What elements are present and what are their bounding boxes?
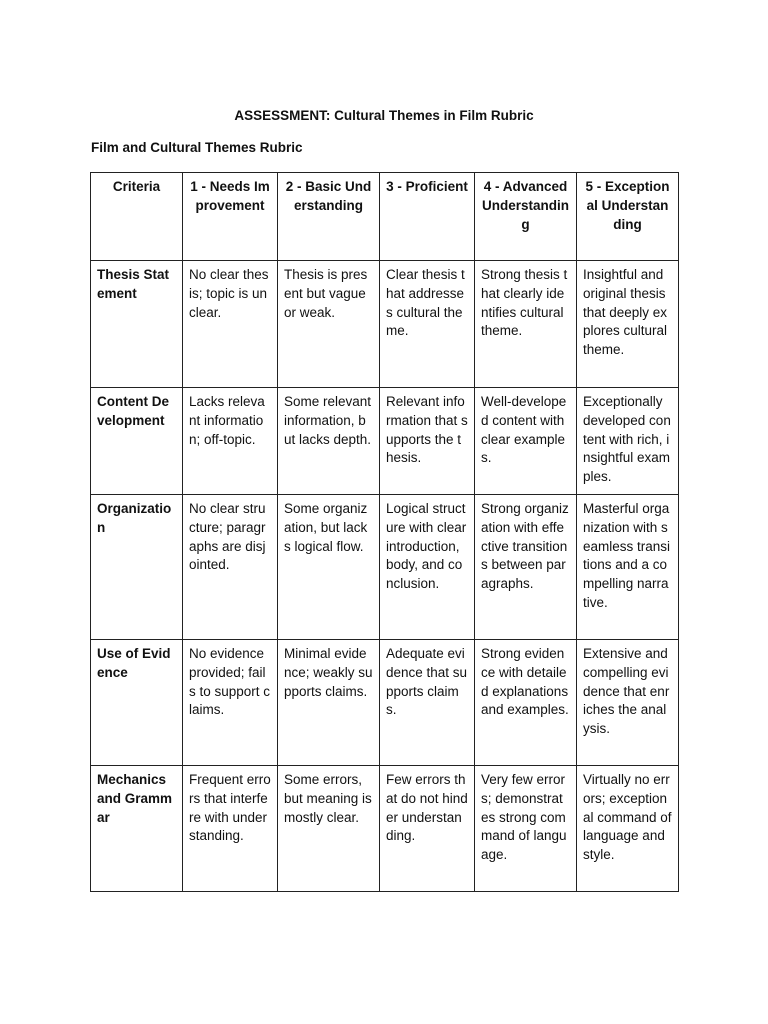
table-row (91, 261, 679, 388)
table-cell: Frequent errors that interfere with understanding. (183, 766, 278, 892)
table-cell: Few errors that do not hinder understanding. (380, 766, 475, 892)
table-cell: No evidence provided; fails to support claims. (183, 640, 278, 766)
header-level-5: 5 - Exceptional Understanding (577, 173, 679, 261)
table-cell: Minimal evidence; weakly supports claims. (278, 640, 380, 766)
criterion-cell: Organization (91, 495, 183, 640)
criterion-cell: Use of Evidence (91, 640, 183, 766)
table-cell: Exceptionally developed content with rich, insightful examples. (577, 388, 679, 495)
table-cell: No clear thesis; topic is unclear. (183, 261, 278, 388)
table-cell: Thesis is present but vague or weak. (278, 261, 380, 388)
table-header-row (91, 173, 679, 261)
table-cell: Relevant information that supports the thesis. (380, 388, 475, 495)
header-level-4: 4 - Advanced Understanding (475, 173, 577, 261)
table-cell: Strong organization with effective transitions between paragraphs. (475, 495, 577, 640)
table-cell: Lacks relevant information; off-topic. (183, 388, 278, 495)
header-level-1: 1 - Needs Improvement (183, 173, 278, 261)
document-subtitle: Film and Cultural Themes Rubric (91, 140, 303, 155)
header-level-3: 3 - Proficient (380, 173, 475, 261)
table-cell: No clear structure; paragraphs are disjointed. (183, 495, 278, 640)
table-cell: Some errors, but meaning is mostly clear. (278, 766, 380, 892)
table-cell: Well-developed content with clear examples. (475, 388, 577, 495)
table-cell: Virtually no errors; exceptional command of language and style. (577, 766, 679, 892)
table-cell: Clear thesis that addresses cultural theme. (380, 261, 475, 388)
table-row (91, 640, 679, 766)
table-row (91, 388, 679, 495)
table-row (91, 495, 679, 640)
rubric-table (90, 172, 679, 892)
table-cell: Extensive and compelling evidence that enriches the analysis. (577, 640, 679, 766)
table-cell: Adequate evidence that supports claims. (380, 640, 475, 766)
table-cell: Strong thesis that clearly identifies cultural theme. (475, 261, 577, 388)
table-cell: Some organization, but lacks logical flow. (278, 495, 380, 640)
table-cell: Some relevant information, but lacks depth. (278, 388, 380, 495)
document-title: ASSESSMENT: Cultural Themes in Film Rubric (234, 108, 534, 123)
header-level-2: 2 - Basic Understanding (278, 173, 380, 261)
table-cell: Masterful organization with seamless transitions and a compelling narrative. (577, 495, 679, 640)
header-criteria: Criteria (91, 173, 183, 261)
criterion-cell: Mechanics and Grammar (91, 766, 183, 892)
criterion-cell: Thesis Statement (91, 261, 183, 388)
table-row (91, 766, 679, 892)
table-cell: Very few errors; demonstrates strong command of language. (475, 766, 577, 892)
table-cell: Insightful and original thesis that deeply explores cultural theme. (577, 261, 679, 388)
table-cell: Strong evidence with detailed explanations and examples. (475, 640, 577, 766)
criterion-cell: Content Development (91, 388, 183, 495)
table-cell: Logical structure with clear introduction, body, and conclusion. (380, 495, 475, 640)
